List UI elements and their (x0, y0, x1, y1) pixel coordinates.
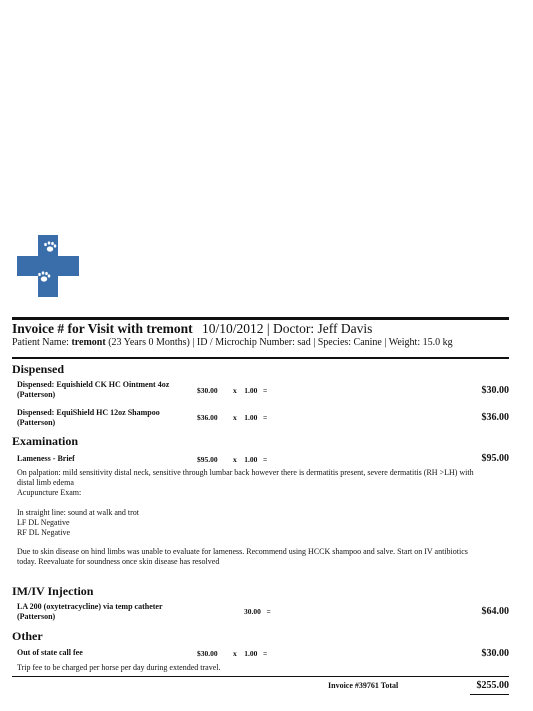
invoice-total-value: $255.00 (476, 680, 509, 691)
line-item-qty (233, 386, 267, 395)
qty-value: 30.00 (244, 607, 261, 616)
line-item-name: Lameness - Brief (17, 454, 75, 463)
section-title-other: Other (12, 629, 43, 643)
qty-multiplier: x (233, 455, 237, 464)
line-item-price: $30.00 (197, 649, 218, 658)
header-bottom-rule (12, 357, 509, 359)
line-item-qty (233, 413, 267, 422)
clinic-logo-icon (17, 235, 79, 297)
exam-note: RF DL Negative (17, 528, 71, 537)
total-bottom-rule (470, 694, 509, 695)
qty-value: 1.00 (244, 649, 258, 658)
line-item-qty (233, 649, 267, 658)
line-item-price: $30.00 (197, 386, 218, 395)
exam-note: LF DL Negative (17, 518, 70, 527)
qty-equals: = (266, 607, 271, 616)
invoice-total-label: Invoice #39761 Total (328, 681, 399, 690)
line-item-total: $30.00 (481, 648, 509, 659)
header-top-rule (12, 317, 509, 320)
qty-value: 1.00 (244, 386, 258, 395)
qty-equals: = (263, 455, 268, 464)
exam-note: Acupuncture Exam: (17, 488, 82, 497)
qty-value: 1.00 (244, 413, 258, 422)
qty-value: 1.00 (244, 455, 258, 464)
patient-label: Patient Name: (12, 337, 69, 348)
exam-note: In straight line: sound at walk and trot (17, 508, 139, 517)
patient-name: tremont (71, 337, 106, 348)
invoice-title (12, 321, 372, 337)
qty-multiplier: x (233, 386, 237, 395)
line-item-total: $95.00 (481, 453, 509, 464)
line-item-price: $36.00 (197, 413, 218, 422)
exam-note: On palpation: mild sensitivity distal neck, sensitive through lumbar back however there is dermatitis present, severe dermatitis (RH >LH) with distal limb edema (17, 468, 474, 487)
line-item-name: Dispensed: Equishield CK HC Ointment 4oz (Patterson) (17, 380, 170, 399)
total-rule (12, 676, 509, 677)
line-item-name: Dispensed: EquiShield HC 12oz Shampoo (Patterson) (17, 408, 160, 427)
other-note: Trip fee to be charged per horse per day during extended travel. (17, 663, 221, 672)
line-item-qty (244, 607, 271, 616)
qty-multiplier: x (233, 649, 237, 658)
line-item-total: $30.00 (481, 385, 509, 396)
line-item-price: $95.00 (197, 455, 218, 464)
patient-details: (23 Years 0 Months) | ID / Microchip Number: sad | Species: Canine | Weight: 15.0 kg (108, 337, 453, 348)
line-item-name: LA 200 (oxytetracycline) via temp catheter (Patterson) (17, 602, 163, 621)
section-title-injection: IM/IV Injection (12, 584, 94, 598)
line-item-total: $64.00 (481, 606, 509, 617)
qty-equals: = (263, 386, 268, 395)
qty-equals: = (263, 649, 268, 658)
line-item-qty (233, 455, 267, 464)
invoice-heading: Invoice # for Visit with tremont (12, 321, 193, 336)
exam-note: Due to skin disease on hind limbs was unable to evaluate for lameness. Recommend using HCCK shampoo and salve. Start on IV antibiotics today. Reevaluate for soundness once skin disease has resolved (17, 547, 468, 566)
patient-line (12, 337, 453, 348)
visit-info: 10/10/2012 | Doctor: Jeff Davis (201, 321, 373, 336)
qty-equals: = (263, 413, 268, 422)
line-item-total: $36.00 (481, 412, 509, 423)
qty-multiplier: x (233, 413, 237, 422)
line-item-name: Out of state call fee (17, 648, 83, 657)
section-title-examination: Examination (12, 434, 79, 448)
section-title-dispensed: Dispensed (12, 362, 65, 376)
